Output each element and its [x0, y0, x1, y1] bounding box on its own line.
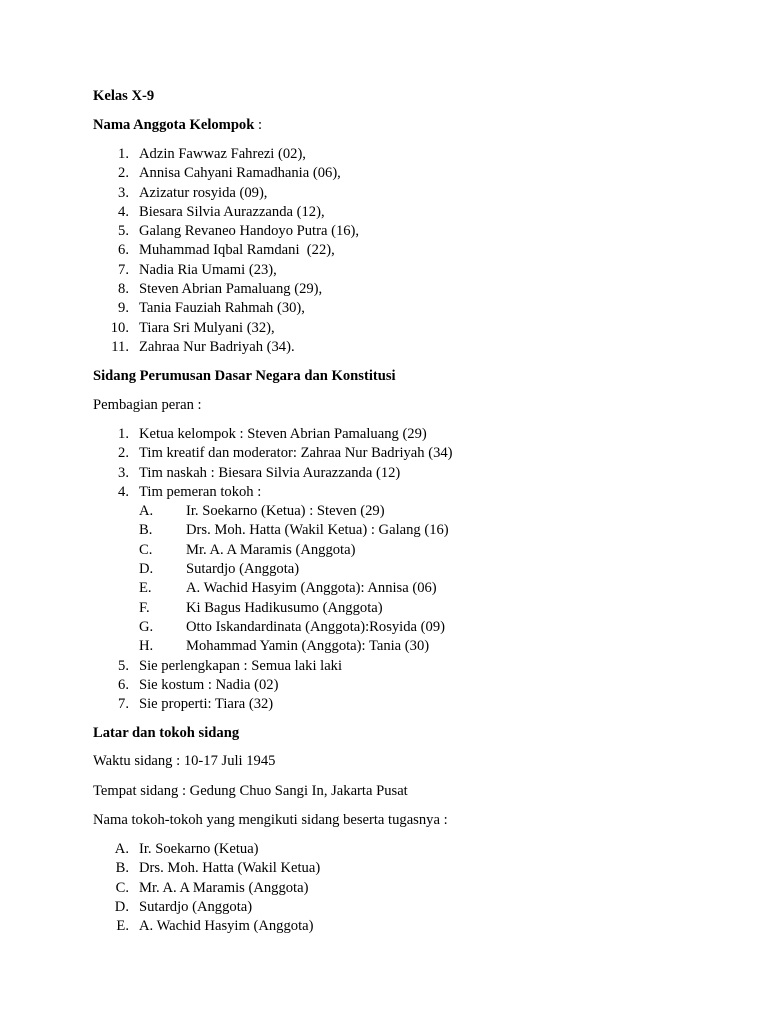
list-marker: 3. [118, 184, 129, 201]
member-item [93, 299, 693, 318]
role-item [93, 676, 693, 695]
list-item-text: Sie kostum : Nadia (02) [139, 676, 279, 693]
list-marker: D. [114, 898, 129, 915]
member-item [93, 145, 693, 164]
member-item [93, 241, 693, 260]
list-marker: 2. [118, 165, 129, 182]
list-item-text: Biesara Silvia Aurazzanda (12), [139, 203, 325, 220]
list-marker: B. [139, 522, 153, 539]
list-item-text: A. Wachid Hasyim (Anggota): Annisa (06) [186, 580, 437, 597]
cast-item [93, 541, 693, 560]
members-heading [93, 116, 262, 135]
cast-item [93, 579, 693, 598]
list-marker: 8. [118, 281, 129, 298]
list-marker: G. [139, 618, 154, 635]
list-item-text: Tania Fauziah Rahmah (30), [139, 300, 305, 317]
member-item [93, 261, 693, 280]
list-item-text: Zahraa Nur Badriyah (34). [139, 338, 295, 355]
role-item [93, 444, 693, 463]
list-item-text: Sie properti: Tiara (32) [139, 696, 274, 713]
list-marker: 3. [118, 464, 129, 481]
list-marker: D. [139, 561, 154, 578]
figure-item [93, 879, 693, 898]
list-marker: 7. [118, 696, 129, 713]
member-item [93, 184, 693, 203]
list-item-text: Mr. A. A Maramis (Anggota) [186, 541, 356, 558]
list-marker: 4. [118, 203, 129, 220]
members-colon: : [254, 117, 263, 133]
list-item-text: A. Wachid Hasyim (Anggota) [139, 918, 314, 935]
cast-item [93, 599, 693, 618]
list-marker: 1. [118, 146, 129, 162]
roles-list [93, 425, 693, 714]
cast-item [93, 560, 693, 579]
list-marker: A. [114, 841, 129, 857]
list-item-text: Sie perlengkapan : Semua laki laki [139, 657, 343, 674]
figure-item [93, 898, 693, 917]
members-label: Nama Anggota Kelompok [93, 117, 255, 133]
member-item [93, 280, 693, 299]
list-marker: C. [115, 879, 129, 896]
figure-item [93, 840, 693, 859]
role-item [93, 657, 693, 676]
list-item-text: Galang Revaneo Handoyo Putra (16), [139, 223, 360, 240]
list-marker: H. [139, 638, 154, 655]
list-marker: 4. [118, 483, 129, 500]
list-marker: A. [139, 503, 154, 520]
members-list [93, 145, 693, 357]
list-item-text: Adzin Fawwaz Fahrezi (02), [139, 146, 306, 162]
list-marker: C. [139, 541, 153, 558]
list-item-text: Mr. A. A Maramis (Anggota) [139, 879, 309, 896]
list-item-text: Ki Bagus Hadikusumo (Anggota) [186, 599, 383, 616]
list-marker: 1. [118, 426, 129, 442]
roles-label: Pembagian peran : [93, 397, 202, 413]
cast-item [93, 521, 693, 540]
member-item [93, 222, 693, 241]
list-marker: E. [116, 918, 129, 935]
member-item [93, 203, 693, 222]
role-item [93, 425, 693, 444]
list-marker: E. [139, 580, 152, 597]
list-item-text: Mohammad Yamin (Anggota): Tania (30) [186, 638, 430, 655]
member-item [93, 164, 693, 183]
setting-title: Latar dan tokoh sidang [93, 725, 240, 741]
list-marker: 7. [118, 261, 129, 278]
list-item-text: Annisa Cahyani Ramadhania (06), [139, 165, 341, 182]
list-marker: 5. [118, 657, 129, 674]
list-item-text: Azizatur rosyida (09), [139, 184, 268, 201]
list-item-text: Muhammad Iqbal Ramdani (22), [139, 242, 335, 259]
figures-label: Nama tokoh-tokoh yang mengikuti sidang beserta tugasnya : [93, 812, 448, 828]
session-time: Waktu sidang : 10-17 Juli 1945 [93, 753, 276, 769]
figure-item [93, 917, 693, 936]
member-item [93, 319, 693, 338]
list-marker: 10. [110, 319, 129, 336]
list-item-text: Ketua kelompok : Steven Abrian Pamaluang (29) [139, 426, 427, 442]
list-item-text: Tim kreatif dan moderator: Zahraa Nur Badriyah (34) [139, 445, 453, 462]
list-item-text: Tim naskah : Biesara Silvia Aurazzanda (12) [139, 464, 401, 481]
list-item-text: Ir. Soekarno (Ketua) : Steven (29) [186, 503, 385, 520]
cast-item [93, 637, 693, 656]
figures-list [93, 840, 693, 936]
list-marker: B. [115, 860, 129, 877]
session-title: Sidang Perumusan Dasar Negara dan Konstitusi [93, 368, 396, 384]
list-marker: 9. [118, 300, 129, 317]
role-item [93, 695, 693, 714]
list-item-text: Drs. Moh. Hatta (Wakil Ketua) : Galang (16) [186, 522, 449, 539]
list-marker: 2. [118, 445, 129, 462]
list-marker: 5. [118, 223, 129, 240]
list-item-text: Tiara Sri Mulyani (32), [139, 319, 275, 336]
list-item-text: Nadia Ria Umami (23), [139, 261, 277, 278]
figure-item [93, 859, 693, 878]
list-item-text: Sutardjo (Anggota) [139, 898, 253, 915]
cast-sublist [93, 502, 693, 656]
member-item [93, 338, 693, 357]
list-marker: 11. [111, 338, 129, 355]
list-marker: 6. [118, 242, 129, 259]
session-place: Tempat sidang : Gedung Chuo Sangi In, Jakarta Pusat [93, 783, 408, 799]
list-item-text: Tim pemeran tokoh : [139, 483, 262, 500]
class-heading: Kelas X-9 [93, 88, 155, 104]
cast-item [93, 618, 693, 637]
role-item [93, 464, 693, 483]
list-item-text: Otto Iskandardinata (Anggota):Rosyida (09) [186, 618, 445, 635]
list-item-text: Sutardjo (Anggota) [186, 561, 300, 578]
list-item-text: Steven Abrian Pamaluang (29), [139, 281, 323, 298]
list-item-text: Ir. Soekarno (Ketua) [139, 841, 259, 857]
list-marker: 6. [118, 676, 129, 693]
list-marker: F. [139, 599, 150, 616]
list-item-text: Drs. Moh. Hatta (Wakil Ketua) [139, 860, 321, 877]
role-item [93, 483, 693, 502]
cast-item [93, 502, 693, 521]
